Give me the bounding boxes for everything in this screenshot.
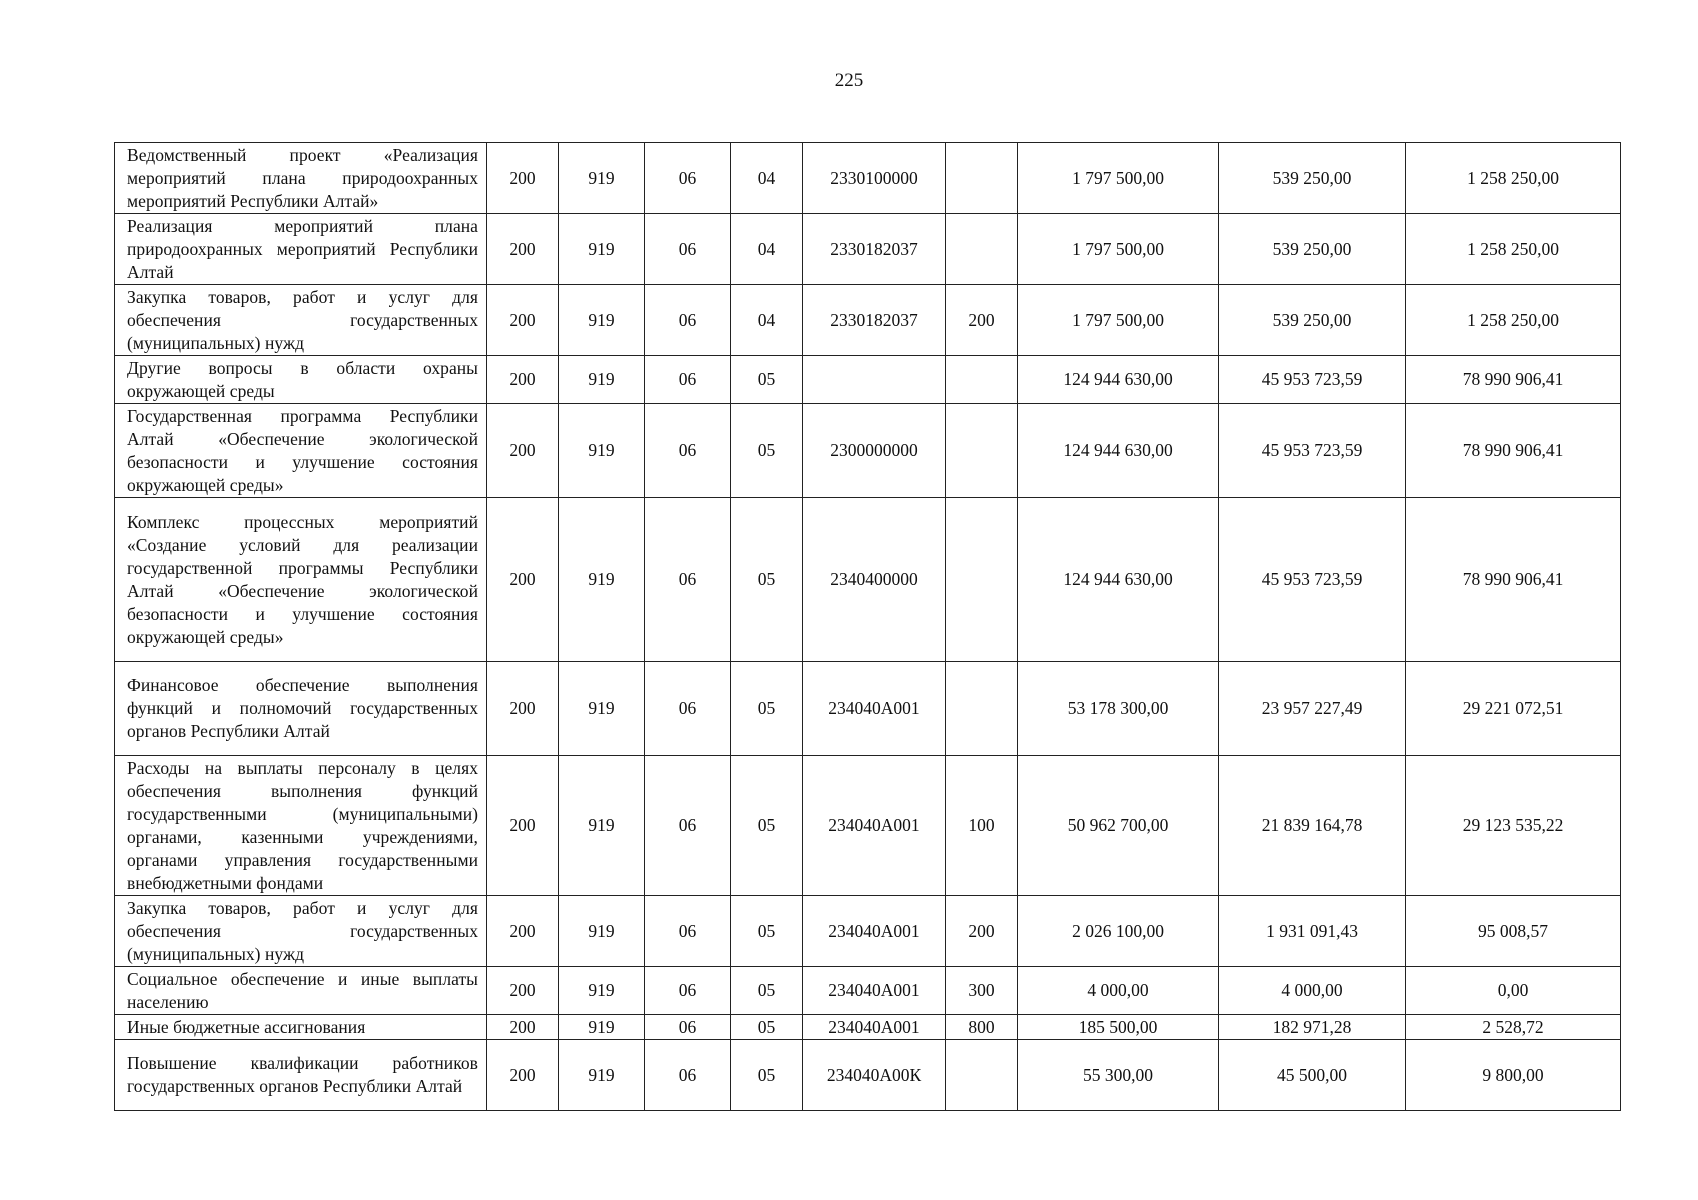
subsection-code-cell: 04 <box>731 285 803 356</box>
table-row <box>115 896 1621 967</box>
grbs-code-cell: 919 <box>559 1015 645 1040</box>
target-article-cell: 2330182037 <box>803 285 946 356</box>
executed-amount-cell: 539 250,00 <box>1219 285 1406 356</box>
table-row <box>115 404 1621 498</box>
subsection-code-cell: 05 <box>731 404 803 498</box>
remaining-amount-cell: 1 258 250,00 <box>1406 214 1621 285</box>
executed-amount-cell: 45 953 723,59 <box>1219 404 1406 498</box>
target-article-cell: 2340400000 <box>803 498 946 662</box>
target-article-cell: 2330182037 <box>803 214 946 285</box>
expense-type-cell: 800 <box>946 1015 1018 1040</box>
subsection-code-cell: 05 <box>731 498 803 662</box>
planned-amount-cell: 124 944 630,00 <box>1018 356 1219 404</box>
target-article-cell: 234040А001 <box>803 896 946 967</box>
grbs-code-cell: 919 <box>559 214 645 285</box>
executed-amount-cell: 45 500,00 <box>1219 1040 1406 1111</box>
remaining-amount-cell: 95 008,57 <box>1406 896 1621 967</box>
admin-code-cell: 200 <box>487 143 559 214</box>
target-article-cell: 234040А001 <box>803 967 946 1015</box>
section-code-cell: 06 <box>645 967 731 1015</box>
remaining-amount-cell: 0,00 <box>1406 967 1621 1015</box>
section-code-cell: 06 <box>645 896 731 967</box>
remaining-amount-cell: 2 528,72 <box>1406 1015 1621 1040</box>
planned-amount-cell: 4 000,00 <box>1018 967 1219 1015</box>
expense-type-cell: 300 <box>946 967 1018 1015</box>
budget-table <box>114 142 1621 1111</box>
expense-type-cell <box>946 1040 1018 1111</box>
table-row <box>115 967 1621 1015</box>
expense-type-cell <box>946 662 1018 756</box>
row-name-cell: Иные бюджетные ассигнования <box>115 1015 487 1040</box>
row-name-cell: Расходы на выплаты персоналу в целях обеспечения выполнения функций государственными (муниципальными) органами, казенными учреждениями, органами управления государственными внебюджетными фондами <box>115 756 487 896</box>
section-code-cell: 06 <box>645 662 731 756</box>
expense-type-cell: 200 <box>946 896 1018 967</box>
executed-amount-cell: 4 000,00 <box>1219 967 1406 1015</box>
remaining-amount-cell: 1 258 250,00 <box>1406 143 1621 214</box>
executed-amount-cell: 45 953 723,59 <box>1219 498 1406 662</box>
planned-amount-cell: 50 962 700,00 <box>1018 756 1219 896</box>
admin-code-cell: 200 <box>487 214 559 285</box>
table-row <box>115 756 1621 896</box>
table-row <box>115 662 1621 756</box>
section-code-cell: 06 <box>645 404 731 498</box>
page-number: 225 <box>834 70 864 91</box>
admin-code-cell: 200 <box>487 498 559 662</box>
grbs-code-cell: 919 <box>559 404 645 498</box>
row-name-cell: Реализация мероприятий плана природоохранных мероприятий Республики Алтай <box>115 214 487 285</box>
section-code-cell: 06 <box>645 1015 731 1040</box>
section-code-cell: 06 <box>645 498 731 662</box>
admin-code-cell: 200 <box>487 356 559 404</box>
executed-amount-cell: 182 971,28 <box>1219 1015 1406 1040</box>
row-name-cell: Комплекс процессных мероприятий «Создание условий для реализации государственной программы Республики Алтай «Обеспечение экологической безопасности и улучшение состояния окружающей среды» <box>115 498 487 662</box>
executed-amount-cell: 539 250,00 <box>1219 214 1406 285</box>
table-row <box>115 214 1621 285</box>
section-code-cell: 06 <box>645 143 731 214</box>
target-article-cell: 2330100000 <box>803 143 946 214</box>
row-name-cell: Повышение квалификации работников государственных органов Республики Алтай <box>115 1040 487 1111</box>
target-article-cell: 234040А00К <box>803 1040 946 1111</box>
planned-amount-cell: 1 797 500,00 <box>1018 285 1219 356</box>
expense-type-cell <box>946 404 1018 498</box>
expense-type-cell: 100 <box>946 756 1018 896</box>
grbs-code-cell: 919 <box>559 896 645 967</box>
subsection-code-cell: 05 <box>731 756 803 896</box>
planned-amount-cell: 124 944 630,00 <box>1018 404 1219 498</box>
admin-code-cell: 200 <box>487 1040 559 1111</box>
remaining-amount-cell: 78 990 906,41 <box>1406 404 1621 498</box>
grbs-code-cell: 919 <box>559 143 645 214</box>
remaining-amount-cell: 78 990 906,41 <box>1406 356 1621 404</box>
target-article-cell: 234040А001 <box>803 662 946 756</box>
subsection-code-cell: 05 <box>731 356 803 404</box>
section-code-cell: 06 <box>645 214 731 285</box>
admin-code-cell: 200 <box>487 756 559 896</box>
admin-code-cell: 200 <box>487 967 559 1015</box>
subsection-code-cell: 05 <box>731 662 803 756</box>
subsection-code-cell: 04 <box>731 143 803 214</box>
executed-amount-cell: 45 953 723,59 <box>1219 356 1406 404</box>
table-row <box>115 285 1621 356</box>
admin-code-cell: 200 <box>487 1015 559 1040</box>
planned-amount-cell: 55 300,00 <box>1018 1040 1219 1111</box>
row-name-cell: Ведомственный проект «Реализация мероприятий плана природоохранных мероприятий Республики Алтай» <box>115 143 487 214</box>
target-article-cell: 234040А001 <box>803 756 946 896</box>
planned-amount-cell: 53 178 300,00 <box>1018 662 1219 756</box>
expense-type-cell <box>946 143 1018 214</box>
table-row <box>115 498 1621 662</box>
expense-type-cell <box>946 214 1018 285</box>
grbs-code-cell: 919 <box>559 356 645 404</box>
remaining-amount-cell: 29 123 535,22 <box>1406 756 1621 896</box>
table-row <box>115 1040 1621 1111</box>
target-article-cell <box>803 356 946 404</box>
remaining-amount-cell: 78 990 906,41 <box>1406 498 1621 662</box>
remaining-amount-cell: 29 221 072,51 <box>1406 662 1621 756</box>
executed-amount-cell: 21 839 164,78 <box>1219 756 1406 896</box>
expense-type-cell <box>946 498 1018 662</box>
subsection-code-cell: 05 <box>731 967 803 1015</box>
row-name-cell: Другие вопросы в области охраны окружающей среды <box>115 356 487 404</box>
section-code-cell: 06 <box>645 356 731 404</box>
grbs-code-cell: 919 <box>559 967 645 1015</box>
row-name-cell: Финансовое обеспечение выполнения функций и полномочий государственных органов Республики Алтай <box>115 662 487 756</box>
grbs-code-cell: 919 <box>559 1040 645 1111</box>
row-name-cell: Социальное обеспечение и иные выплаты населению <box>115 967 487 1015</box>
subsection-code-cell: 05 <box>731 1015 803 1040</box>
target-article-cell: 2300000000 <box>803 404 946 498</box>
planned-amount-cell: 1 797 500,00 <box>1018 143 1219 214</box>
grbs-code-cell: 919 <box>559 285 645 356</box>
row-name-cell: Закупка товаров, работ и услуг для обеспечения государственных (муниципальных) нужд <box>115 896 487 967</box>
expense-type-cell: 200 <box>946 285 1018 356</box>
admin-code-cell: 200 <box>487 662 559 756</box>
row-name-cell: Государственная программа Республики Алтай «Обеспечение экологической безопасности и улучшение состояния окружающей среды» <box>115 404 487 498</box>
admin-code-cell: 200 <box>487 285 559 356</box>
planned-amount-cell: 185 500,00 <box>1018 1015 1219 1040</box>
subsection-code-cell: 05 <box>731 1040 803 1111</box>
planned-amount-cell: 124 944 630,00 <box>1018 498 1219 662</box>
grbs-code-cell: 919 <box>559 756 645 896</box>
expense-type-cell <box>946 356 1018 404</box>
grbs-code-cell: 919 <box>559 662 645 756</box>
executed-amount-cell: 1 931 091,43 <box>1219 896 1406 967</box>
grbs-code-cell: 919 <box>559 498 645 662</box>
row-name-cell: Закупка товаров, работ и услуг для обеспечения государственных (муниципальных) нужд <box>115 285 487 356</box>
table-row <box>115 1015 1621 1040</box>
remaining-amount-cell: 1 258 250,00 <box>1406 285 1621 356</box>
subsection-code-cell: 05 <box>731 896 803 967</box>
remaining-amount-cell: 9 800,00 <box>1406 1040 1621 1111</box>
section-code-cell: 06 <box>645 756 731 896</box>
section-code-cell: 06 <box>645 285 731 356</box>
executed-amount-cell: 539 250,00 <box>1219 143 1406 214</box>
subsection-code-cell: 04 <box>731 214 803 285</box>
section-code-cell: 06 <box>645 1040 731 1111</box>
table-row <box>115 143 1621 214</box>
executed-amount-cell: 23 957 227,49 <box>1219 662 1406 756</box>
planned-amount-cell: 1 797 500,00 <box>1018 214 1219 285</box>
admin-code-cell: 200 <box>487 404 559 498</box>
admin-code-cell: 200 <box>487 896 559 967</box>
target-article-cell: 234040А001 <box>803 1015 946 1040</box>
table-row <box>115 356 1621 404</box>
planned-amount-cell: 2 026 100,00 <box>1018 896 1219 967</box>
